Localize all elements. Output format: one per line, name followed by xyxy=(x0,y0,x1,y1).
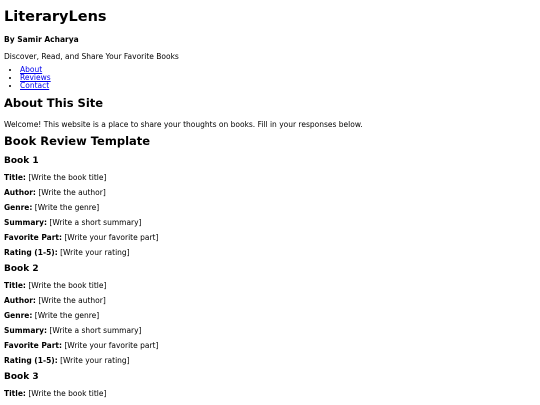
site-title: LiteraryLens xyxy=(4,9,107,25)
field-value: [Write the book title] xyxy=(28,173,107,182)
book-field-title xyxy=(4,389,106,398)
field-label: Title: xyxy=(4,281,26,290)
book-heading: Book 1 xyxy=(4,156,39,166)
field-label: Author: xyxy=(4,296,36,305)
site-tagline: Discover, Read, and Share Your Favorite Books xyxy=(4,52,179,61)
field-label: Rating (1-5): xyxy=(4,356,58,365)
book-field-title xyxy=(4,281,106,290)
field-value: [Write the genre] xyxy=(34,203,100,212)
site-author: By Samir Acharya xyxy=(4,35,79,44)
field-value: [Write the genre] xyxy=(34,311,100,320)
field-value: [Write the author] xyxy=(38,296,106,305)
book-field-summary xyxy=(4,218,142,227)
book-field-rating xyxy=(4,356,130,365)
field-value: [Write your rating] xyxy=(60,356,130,365)
field-value: [Write your favorite part] xyxy=(64,233,159,242)
book-field-favorite xyxy=(4,233,158,242)
nav-item-contact xyxy=(20,82,51,90)
field-value: [Write a short summary] xyxy=(49,218,142,227)
field-label: Summary: xyxy=(4,218,48,227)
book-field-rating xyxy=(4,248,130,257)
nav-link-contact[interactable]: Contact xyxy=(20,81,50,90)
field-label: Title: xyxy=(4,173,26,182)
nav-link-about[interactable]: About xyxy=(20,65,43,74)
book-field-genre xyxy=(4,203,99,212)
field-value: [Write your favorite part] xyxy=(64,341,159,350)
about-heading: About This Site xyxy=(4,96,104,110)
field-label: Favorite Part: xyxy=(4,341,62,350)
field-value: [Write a short summary] xyxy=(49,326,142,335)
field-value: [Write the book title] xyxy=(28,281,107,290)
book-field-favorite xyxy=(4,341,158,350)
field-label: Title: xyxy=(4,389,26,398)
field-value: [Write the book title] xyxy=(28,389,107,398)
field-label: Genre: xyxy=(4,203,33,212)
book-field-genre xyxy=(4,311,99,320)
book-heading: Book 2 xyxy=(4,264,39,274)
template-heading: Book Review Template xyxy=(4,134,151,148)
field-value: [Write the author] xyxy=(38,188,106,197)
field-label: Favorite Part: xyxy=(4,233,62,242)
nav-list xyxy=(4,66,51,90)
field-label: Author: xyxy=(4,188,36,197)
field-label: Genre: xyxy=(4,311,33,320)
field-label: Rating (1-5): xyxy=(4,248,58,257)
book-heading: Book 3 xyxy=(4,372,39,382)
about-text: Welcome! This website is a place to share your thoughts on books. Fill in your responses below. xyxy=(4,120,363,129)
field-label: Summary: xyxy=(4,326,48,335)
book-field-author xyxy=(4,188,106,197)
book-field-summary xyxy=(4,326,142,335)
book-field-title xyxy=(4,173,106,182)
book-field-author xyxy=(4,296,106,305)
nav-link-reviews[interactable]: Reviews xyxy=(20,73,51,82)
field-value: [Write your rating] xyxy=(60,248,130,257)
